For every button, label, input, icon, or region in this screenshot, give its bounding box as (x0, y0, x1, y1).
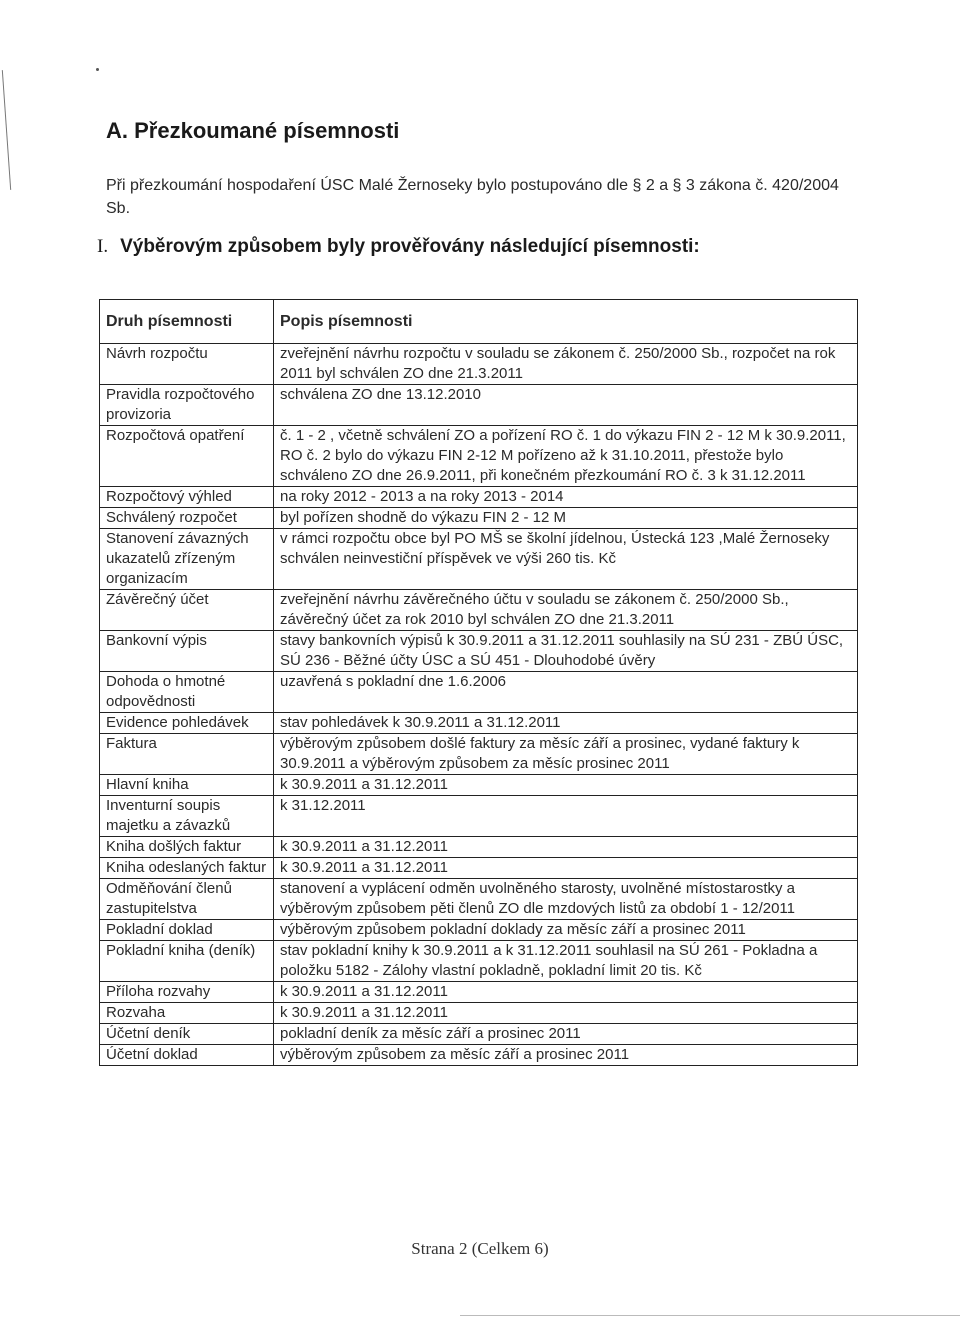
table-row (100, 426, 858, 487)
page-heading: A. Přezkoumané písemnosti (106, 118, 400, 143)
document-description: stav pokladní knihy k 30.9.2011 a k 31.12.2011 souhlasil na SÚ 261 - Pokladna a položku 5182 - Zálohy vlastní pokladně, pokladní limit 20 tis. Kč (274, 941, 858, 982)
scan-edge-line (2, 70, 11, 190)
document-type: Inventurní soupis majetku a závazků (100, 796, 274, 837)
header-type: Druh písemnosti (106, 313, 233, 330)
table-row (100, 385, 858, 426)
scan-bottom-line (460, 1315, 960, 1316)
table-row (100, 1024, 858, 1045)
document-description: zveřejnění návrhu závěrečného účtu v souladu se zákonem č. 250/2000 Sb., závěrečný účet za rok 2010 byl schválen ZO dne 21.3.2011 (274, 590, 858, 631)
document-description: stanovení a vyplácení odměn uvolněného starosty, uvolněné místostarostky a výběrovým způsobem pěti členů ZO dle mzdových listů za období 1 - 12/2011 (274, 879, 858, 920)
table-row (100, 734, 858, 775)
table-row (100, 508, 858, 529)
document-type: Schválený rozpočet (100, 508, 274, 529)
document-description: k 30.9.2011 a 31.12.2011 (274, 858, 858, 879)
document-type: Evidence pohledávek (100, 713, 274, 734)
page-footer: Strana 2 (Celkem 6) (411, 1239, 549, 1258)
document-description: uzavřená s pokladní dne 1.6.2006 (274, 672, 858, 713)
table-row (100, 920, 858, 941)
document-type: Faktura (100, 734, 274, 775)
document-type: Účetní doklad (100, 1045, 274, 1066)
table-row (100, 796, 858, 837)
document-type: Pokladní doklad (100, 920, 274, 941)
document-type: Příloha rozvahy (100, 982, 274, 1003)
document-description: k 30.9.2011 a 31.12.2011 (274, 837, 858, 858)
table-row (100, 487, 858, 508)
table-header-row (100, 300, 858, 344)
table-row (100, 344, 858, 385)
document-description: k 30.9.2011 a 31.12.2011 (274, 775, 858, 796)
document-description: k 31.12.2011 (274, 796, 858, 837)
document-description: pokladní deník za měsíc září a prosinec 2011 (274, 1024, 858, 1045)
table-row (100, 529, 858, 590)
document-type: Kniha došlých faktur (100, 837, 274, 858)
document-type: Rozpočtový výhled (100, 487, 274, 508)
document-type: Rozvaha (100, 1003, 274, 1024)
document-description: schválena ZO dne 13.12.2010 (274, 385, 858, 426)
header-description: Popis písemnosti (274, 300, 858, 344)
table-row (100, 879, 858, 920)
document-description: výběrovým způsobem za měsíc září a prosinec 2011 (274, 1045, 858, 1066)
section-heading (97, 236, 700, 258)
document-type: Závěrečný účet (100, 590, 274, 631)
document-description: na roky 2012 - 2013 a na roky 2013 - 2014 (274, 487, 858, 508)
table-row (100, 631, 858, 672)
table-row (100, 1003, 858, 1024)
document-description: výběrovým způsobem došlé faktury za měsíc září a prosinec, vydané faktury k 30.9.2011 a výběrovým způsobem za měsíc prosinec 2011 (274, 734, 858, 775)
document-type: Stanovení závazných ukazatelů zřízeným organizacím (100, 529, 274, 590)
section-numeral: I. (97, 236, 109, 257)
table-row (100, 672, 858, 713)
table-row (100, 775, 858, 796)
table-row (100, 713, 858, 734)
document-type: Účetní deník (100, 1024, 274, 1045)
documents-table (99, 299, 858, 1066)
document-type: Odměňování členů zastupitelstva (100, 879, 274, 920)
document-type: Bankovní výpis (100, 631, 274, 672)
document-description: v rámci rozpočtu obce byl PO MŠ se školní jídelnou, Ústecká 123 ,Malé Žernoseky schválen neinvestiční příspěvek ve výši 260 tis. Kč (274, 529, 858, 590)
document-description: k 30.9.2011 a 31.12.2011 (274, 982, 858, 1003)
document-type: Rozpočtová opatření (100, 426, 274, 487)
document-type: Návrh rozpočtu (100, 344, 274, 385)
document-description: byl pořízen shodně do výkazu FIN 2 - 12 M (274, 508, 858, 529)
table-row (100, 941, 858, 982)
document-description: č. 1 - 2 , včetně schválení ZO a pořízení RO č. 1 do výkazu FIN 2 - 12 M k 30.9.2011, RO č. 2 bylo do výkazu FIN 2-12 M pořízeno až k 31.10.2011, přestože bylo schváleno ZO dne 26.9.2011, při konečném přezkoumání RO č. 3 k 31.12.2011 (274, 426, 858, 487)
document-type: Dohoda o hmotné odpovědnosti (100, 672, 274, 713)
table-row (100, 1045, 858, 1066)
intro-paragraph: Při přezkoumání hospodaření ÚSC Malé Žernoseky bylo postupováno dle § 2 a § 3 zákona č. 420/2004 Sb. (106, 177, 839, 217)
table-row (100, 982, 858, 1003)
table-row (100, 858, 858, 879)
document-description: k 30.9.2011 a 31.12.2011 (274, 1003, 858, 1024)
document-type: Pokladní kniha (deník) (100, 941, 274, 982)
scan-mark (96, 68, 99, 71)
section-title: Výběrovým způsobem byly prověřovány následující písemnosti: (120, 236, 700, 257)
document-description: zveřejnění návrhu rozpočtu v souladu se zákonem č. 250/2000 Sb., rozpočet na rok 2011 byl schválen ZO dne 21.3.2011 (274, 344, 858, 385)
document-description: stavy bankovních výpisů k 30.9.2011 a 31.12.2011 souhlasily na SÚ 231 - ZBÚ ÚSC, SÚ 236 - Běžné účty ÚSC a SÚ 451 - Dlouhodobé úvěry (274, 631, 858, 672)
document-type: Hlavní kniha (100, 775, 274, 796)
document-type: Kniha odeslaných faktur (100, 858, 274, 879)
document-description: výběrovým způsobem pokladní doklady za měsíc září a prosinec 2011 (274, 920, 858, 941)
document-type: Pravidla rozpočtového provizoria (100, 385, 274, 426)
table-row (100, 837, 858, 858)
table-row (100, 590, 858, 631)
document-description: stav pohledávek k 30.9.2011 a 31.12.2011 (274, 713, 858, 734)
